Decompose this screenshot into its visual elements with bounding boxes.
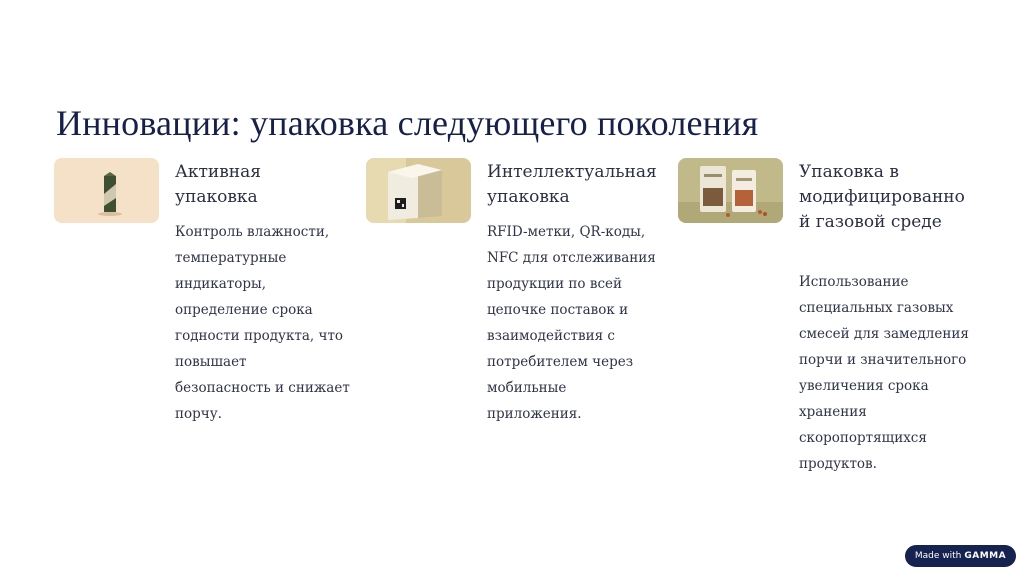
page-title: Инновации: упаковка следующего поколения	[56, 103, 759, 144]
card-description: RFID-метки, QR-коды, NFC для отслеживания продукции по всей цепочке поставок и взаимодействия с потребителем через мобильные приложения.	[487, 224, 656, 422]
badge-prefix: Made with	[914, 551, 962, 561]
made-with-gamma-badge[interactable]	[905, 545, 1016, 567]
badge-brand: GAMMA	[964, 551, 1007, 561]
card-title: Интеллектуальная упаковка	[487, 162, 657, 207]
card-title: Активная упаковка	[175, 162, 261, 207]
card-title: Упаковка в модифицированно й газовой среде	[799, 162, 965, 232]
card-description: Использование специальных газовых смесей для замедления порчи и значительного увеличения срока хранения скоропортящихся продуктов.	[799, 274, 969, 472]
pouch-photo-icon	[678, 158, 783, 223]
qr-package-photo-icon	[366, 158, 471, 223]
package-photo-icon	[54, 158, 159, 223]
card-description: Контроль влажности, температурные индикаторы, определение срока годности продукта, что повышает безопасность и снижает порчу.	[175, 224, 350, 422]
